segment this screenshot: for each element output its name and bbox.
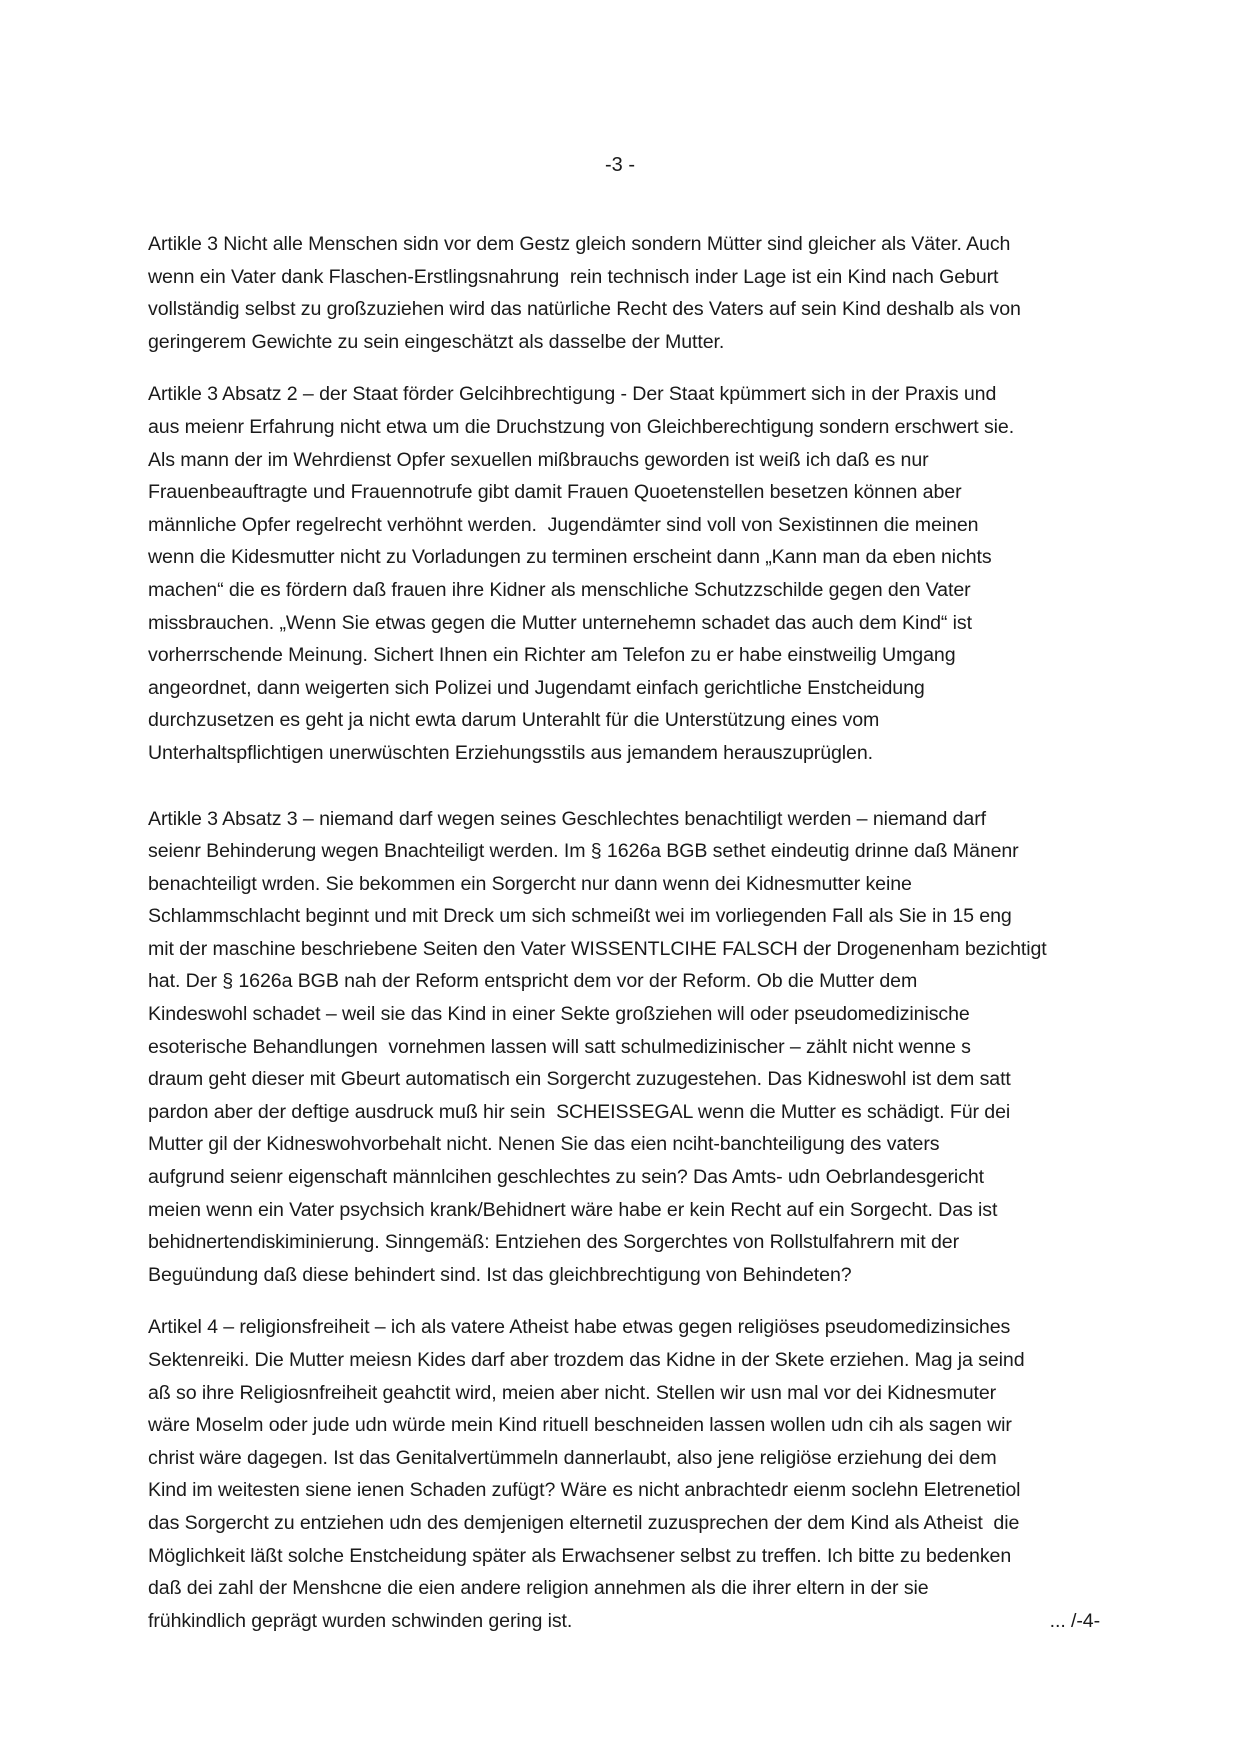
text-line: Artikle 3 Nicht alle Menschen sidn vor dem Gestz gleich sondern Mütter sind gleicher als Väter. Auch bbox=[148, 233, 1011, 255]
text-line: aufgrund seienr eigenschaft männlcihen geschlechtes zu sein? Das Amts- udn Oebrlandesgericht bbox=[148, 1166, 985, 1189]
text-line: Artikle 3 Absatz 2 – der Staat förder Gelcihbrechtigung - Der Staat kpümmert sich in der Praxis und bbox=[148, 383, 997, 406]
text-line: missbrauchen. „Wenn Sie etwas gegen die Mutter unternehemn schadet das auch dem Kind“ ist bbox=[148, 611, 972, 634]
text-line: christ wäre dagegen. Ist das Genitalvertümmeln dannerlaubt, also jene religiöse erziehung dei dem bbox=[148, 1446, 997, 1469]
continuation-marker: ... /-4- bbox=[1049, 1609, 1100, 1632]
text-line: Schlammschlacht beginnt und mit Dreck um sich schmeißt wei im vorliegenden Fall als Sie in 15 eng bbox=[148, 905, 1012, 928]
document-body bbox=[148, 228, 1100, 1657]
text-line: Frauenbeauftragte und Frauennotrufe gibt damit Frauen Quoetenstellen besetzen können aber bbox=[148, 481, 962, 504]
text-line: Kindeswohl schadet – weil sie das Kind in einer Sekte großziehen will oder pseudomedizinische bbox=[148, 1003, 970, 1026]
text-line: Beguündung daß diese behindert sind. Ist das gleichbrechtigung von Behindeten? bbox=[148, 1263, 852, 1286]
text-line: meien wenn ein Vater psychsich krank/Behidnert wäre habe er kein Recht auf ein Sorgecht. Das ist bbox=[148, 1198, 998, 1221]
text-line: behidnertendiskiminierung. Sinngemäß: Entziehen des Sorgerchtes von Rollstulfahrern mit der bbox=[148, 1231, 960, 1254]
text-line: wenn die Kidesmutter nicht zu Vorladungen zu terminen erscheint dann „Kann man da eben nichts bbox=[148, 546, 992, 569]
text-line: daß dei zahl der Menshcne die eien andere religion annehmen als die ihrer eltern in der sie bbox=[148, 1577, 929, 1600]
text-line: Möglichkeit läßt solche Enstcheidung später als Erwachsener selbst zu treffen. Ich bitte zu bedenken bbox=[148, 1544, 1012, 1567]
text-line: mit der maschine beschriebene Seiten den Vater WISSENTLCIHE FALSCH der Drogenenham bezichtigt bbox=[148, 937, 1047, 960]
text-line: Artikle 3 Absatz 3 – niemand darf wegen seines Geschlechtes benachtiligt werden – niemand darf bbox=[148, 807, 986, 830]
text-line: Als mann der im Wehrdienst Opfer sexuellen mißbrauchs geworden ist weiß ich daß es nur bbox=[148, 448, 929, 471]
paragraph bbox=[148, 803, 1100, 1292]
text-line: seienr Behinderung wegen Bnachteiligt werden. Im § 1626a BGB sethet eindeutig drinne daß Mänenr bbox=[148, 840, 1019, 863]
text-line: vorherrschende Meinung. Sichert Ihnen ein Richter am Telefon zu er habe einstweilig Umgang bbox=[148, 644, 956, 667]
text-line: pardon aber der deftige ausdruck muß hir sein SCHEISSEGAL wenn die Mutter es schädigt. Für dei bbox=[148, 1100, 1011, 1123]
text-line: draum geht dieser mit Gbeurt automatisch ein Sorgercht zuzugestehen. Das Kidneswohl ist dem satt bbox=[148, 1068, 1011, 1091]
text-line: frühkindlich geprägt wurden schwinden gering ist. bbox=[148, 1609, 573, 1632]
text-line: Kind im weitesten siene ienen Schaden zufügt? Wäre es nicht anbrachtedr eienm soclehn Eletrenetiol bbox=[148, 1479, 1021, 1502]
text-line: Mutter gil der Kidneswohvorbehalt nicht. Nenen Sie das eien nciht-banchteiligung des vaters bbox=[148, 1133, 940, 1156]
text-line: aß so ihre Religiosnfreiheit geahctit wird, meien aber nicht. Stellen wir usn mal vor dei Kidnesmuter bbox=[148, 1381, 997, 1404]
text-line: machen“ die es fördern daß frauen ihre Kidner als menschliche Schutzzschilde gegen den Vater bbox=[148, 578, 971, 601]
text-line: Artikel 4 – religionsfreiheit – ich als vatere Atheist habe etwas gegen religiöses pseudomedizinsiches bbox=[148, 1316, 1011, 1339]
text-line: Sektenreiki. Die Mutter meiesn Kides darf aber trozdem das Kidne in der Skete erziehen. Mag ja seind bbox=[148, 1349, 1025, 1371]
text-line: geringerem Gewichte zu sein eingeschätzt als dasselbe der Mutter. bbox=[148, 330, 725, 353]
text-line: esoterische Behandlungen vornehmen lassen will satt schulmedizinischer – zählt nicht wenne s bbox=[148, 1035, 971, 1058]
paragraph bbox=[148, 1311, 1100, 1637]
paragraph bbox=[148, 228, 1100, 358]
page-number: -3 - bbox=[605, 154, 635, 176]
paragraph bbox=[148, 378, 1100, 769]
text-line: Unterhaltspflichtigen unerwüschten Erziehungsstils aus jemandem herauszuprüglen. bbox=[148, 741, 873, 764]
text-line: wäre Moselm oder jude udn würde mein Kind rituell beschneiden lassen wollen udn cih als sagen wir bbox=[148, 1414, 1012, 1437]
text-line: wenn ein Vater dank Flaschen-Erstlingsnahrung rein technisch inder Lage ist ein Kind nach Geburt bbox=[148, 265, 999, 288]
text-line: benachteiligt wrden. Sie bekommen ein Sorgercht nur dann wenn dei Kidnesmutter keine bbox=[148, 872, 912, 895]
text-line: das Sorgercht zu entziehen udn des demjenigen elternetil zuzusprechen der dem Kind als Atheist die bbox=[148, 1511, 1020, 1534]
text-line: aus meienr Erfahrung nicht etwa um die Druchstzung von Gleichberechtigung sondern erschwert sie. bbox=[148, 415, 1015, 438]
text-line: angeordnet, dann weigerten sich Polizei und Jugendamt einfach gerichtliche Enstcheidung bbox=[148, 676, 925, 699]
text-line: durchzusetzen es geht ja nicht ewta darum Unterahlt für die Unterstützung eines vom bbox=[148, 709, 880, 732]
text-line: hat. Der § 1626a BGB nah der Reform entspricht dem vor der Reform. Ob die Mutter dem bbox=[148, 970, 918, 993]
text-line: vollständig selbst zu großzuziehen wird das natürliche Recht des Vaters auf sein Kind deshalb als von bbox=[148, 298, 1021, 321]
text-line: männliche Opfer regelrecht verhöhnt werden. Jugendämter sind voll von Sexistinnen die meinen bbox=[148, 513, 979, 536]
last-line bbox=[148, 1605, 1100, 1638]
